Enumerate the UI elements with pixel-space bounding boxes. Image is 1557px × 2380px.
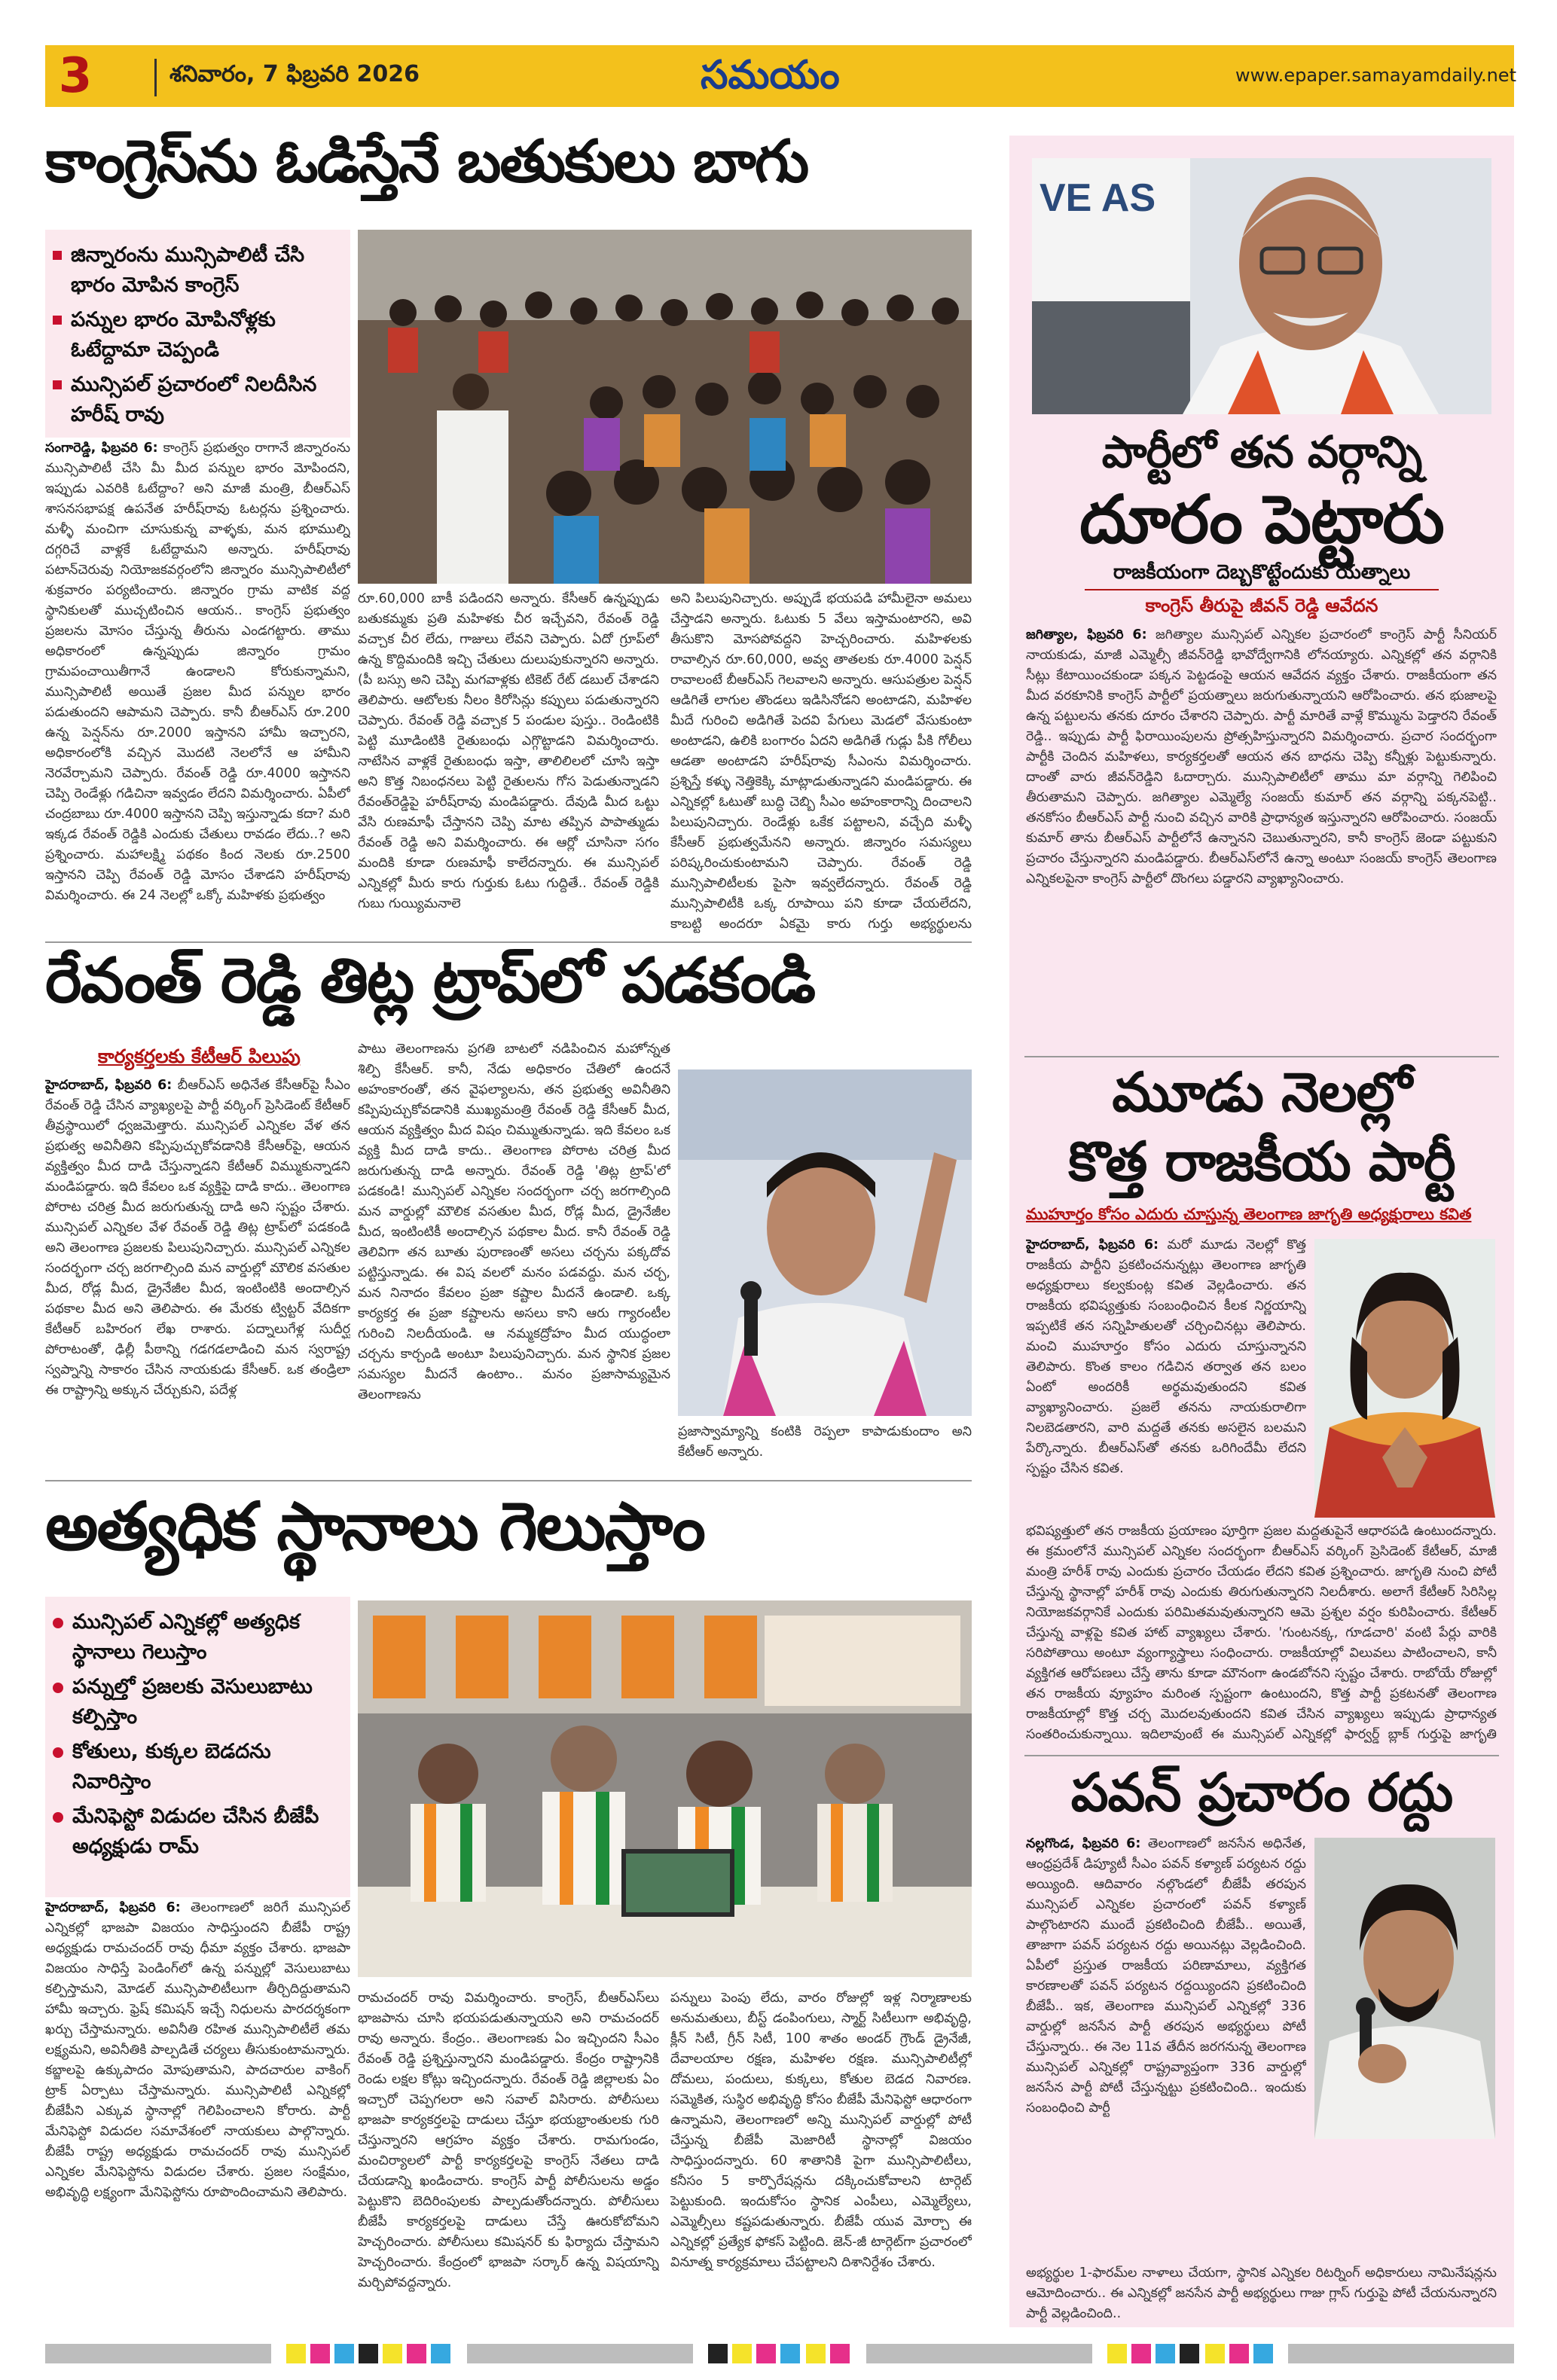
story3-col1-text: తెలంగాణలో జరిగే మున్సిపల్ ఎన్నికల్లో భాజపా విజయం సాధిస్తుందని బీజేపీ రాష్ట్ర అధ్యక్షుడు రామచందర్ రావు ధీమా వ్యక్తం చేశారు. భాజపా విజయం సాధిస్తే పెండింగ్‌లో ఉన్న పన్నుల్లో వెసులుబాటు కల్పిస్తామని, మోడల్ మున్సిపాలిటీలుగా తీర్చిదిద్దుతామని హామీ ఇచ్చారు. ఫ్రెష్ కమిషన్ ఇచ్చే నిధులను పారదర్శకంగా ఖర్చు చేస్తామన్నారు. అవినీతి రహిత మున్సిపాలిటీలే తమ లక్ష్యమని, అవినీతికి పాల్పడితే చర్యలు తీసుకుంటామన్నారు. కబ్జాలపై ఉక్కుపాదం మోపుతామని, పాదచారుల వాకింగ్ ట్రాక్ ఏర్పాటు చేస్తామన్నారు. మున్సిపాలిటీ ఎన్నికల్లో బీజేపీని ఎక్కువ స్థానాల్లో గెలిపించాలని కోరారు. పార్టీ మేనిఫెస్టో విడుదల సమావేశంలో నాయకులు పాల్గొన్నారు. బీజేపీ రాష్ట్ర అధ్యక్షుడు రామచందర్ రావు మున్సిపల్ ఎన్నికల మేనిఫెస్టోను విడుదల చేశారు. ప్రజల సంక్షేమం, అభివృద్ధి లక్ష్యంగా మేనిఫెస్టోను రూపొందించామని తెలిపారు. [45,1900,350,2200]
page-number: 3 [45,45,105,107]
bullet-marker [53,1618,63,1628]
svg-text:VE AS: VE AS [1040,176,1156,220]
side1-headline-line1: పార్టీలో తన వర్గాన్ని [1101,426,1422,478]
story3-headline: అత్యధిక స్థానాలు గెలుస్తాం [45,1488,704,1565]
story2-col1-text: బీఆర్ఎస్ అధినేత కేసీఆర్‌పై సీఎం రేవంత్ రెడ్డి చేసిన వ్యాఖ్యలపై పార్టీ వర్కింగ్ ప్రెసిడెంట్ కేటీఆర్ తీవ్రస్థాయిలో ధ్వజమెత్తారు. మున్సిపల్ ఎన్నికల వేళ తన ప్రభుత్వ అవినీతిని కప్పిపుచ్చుకోవడానికి కేసీఆర్‌పై, ఆయన వ్యక్తిత్వం మీద దాడి చేస్తున్నాడని కేటీఆర్ విమ్ముకున్నాడని మండిపడ్డారు. ఇది కేవలం ఒక వ్యక్తిపై దాడి కాదు.. తెలంగాణ పోరాట చరిత్ర మీద జరుగుతున్న దాడి అని స్పష్టం చేశారు. మున్సిపల్ ఎన్నికల వేళ రేవంత్ రెడ్డి తిట్ల ట్రాప్‌లో పడకండి అని తెలంగాణ ప్రజలకు పిలుపునిచ్చారు. మున్సిపల్ ఎన్నికల సందర్భంగా చర్చ జరగాల్సింది మన వార్డుల్లో మౌలిక వసతుల మీద, రోడ్ల మీద, డ్రైనేజీల మీద, ఇంటింటికి అందాల్సిన పథకాల మీద అని తెలిపారు. ఈ మేరకు ట్విట్టర్ వేదికగా కేటీఆర్ బహిరంగ లేఖ రాశారు. పద్నాలుగేళ్ల సుదీర్ఘ పోరాటంతో, ఢిల్లీ పీఠాన్ని గడగడలాడించి మన స్వరాష్ట్ర స్వప్నాన్ని సాకారం చేసిన నాయకుడు కేసీఆర్. ఒక తండ్రిలా ఈ రాష్ట్రాన్ని అక్కున చేర్చుకుని, పదేళ్ల [45,1078,350,1398]
bullet-marker [53,380,62,389]
bullet-item: పన్నుల భారం మోపినోళ్లకు ఓటేద్దామా చెప్పండి [45,305,350,365]
story1-dateline: సంగారెడ్డి, ఫిబ్రవరి 6: [45,441,158,456]
story3-column-2 [358,1988,659,2320]
side3-body-narrow-text: తెలంగాణలో జనసేన అధినేత, ఆంధ్రప్రదేశ్ డిప్యూటీ సీఎం పవన్ కళ్యాణ్ పర్యటన రద్దు అయ్యింది. ఆదివారం నల్గొండలో బీజేపీ తరపున మున్సిపల్ ఎన్నికల ప్రచారంలో పవన్ కళ్యాణ్ పాల్గొంటారని ముందే ప్రకటించింది బీజేపీ.. అయితే, తాజాగా పవన్ పర్యటన రద్దు అయినట్లు వెల్లడించింది. ఏపీలో ప్రస్తుత రాజకీయ పరిణామాలు, వ్యక్తిగత కారణాలతో పవన్ పర్యటన రద్దయ్యిందని ప్రకటించింది బీజేపీ.. ఇక, తెలంగాణ మున్సిపల్ ఎన్నికల్లో 336 వార్డుల్లో జనసేన పార్టీ తరపున అభ్యర్థులు పోటీ చేస్తున్నారు.. ఈ నెల 11వ తేదీన జరగనున్న తెలంగాణ మున్సిపల్ ఎన్నికల్లో రాష్ట్రవ్యాప్తంగా 336 వార్డుల్లో జనసేన పార్టీ పోటీ చేస్తున్నట్టు ప్రకటించింది.. ఇందుకు సంబంధించి పార్టీ [1026,1836,1306,2116]
divider [1085,589,1439,590]
side1-body-text: జగిత్యాల మున్సిపల్ ఎన్నికల ప్రచారంలో కాంగ్రెస్ పార్టీ సీనియర్ నాయకుడు, మాజీ ఎమ్మెల్సీ జీవన్‌రెడ్డి భావోద్వేగానికి లోనయ్యారు. ఎన్నికల్లో తన వర్గానికి సీట్లు కేటాయించకుండా పక్కన పెట్టడంపై ఆయన ఆవేదన వ్యక్తం చేశారు. రాజకీయంగా తన మీద వరకూనికి కాంగ్రెస్ పార్టీలో ప్రయత్నాలు జరుగుతున్నాయని ఆరోపించారు. తన భుజాలపై ఉన్న పట్టులను తనకు దూరం చేశారని చెప్పారు. పార్టీ మారితే వాళ్లే కొమ్మును పెడ్తారని రేవంత్ రెడ్డి.. ఇప్పుడు పార్టీ ఫిరాయింపులను ప్రోత్సహిస్తున్నారని విమర్శించారు. ప్రచార సందర్భంగా పార్టీకి చెందిన మహిళలు, కార్యకర్తలతో ఆయన తన బాధను చెప్పి కన్నీళ్లు పెట్టుకున్నారు. దాంతో వారు జీవన్‌రెడ్డిని ఓదార్చారు. మున్సిపాలిటీలో తాము మా వర్గాన్ని గెలిపించి తీరుతామని చెప్పారు. జగిత్యాల ఎమ్మెల్యే సంజయ్ కుమార్ తన వర్గాన్ని పక్కనపెట్టి.. తనకోసం బీఆర్ఎస్ పార్టీ నుంచి వచ్చిన వారికి ప్రాధాన్యత ఇస్తున్నారని ఆరోపించారు. సంజయ్ కుమార్ తాను బీఆర్ఎస్ పార్టీలోనే ఉన్నానని చెబుతున్నారని, కానీ కాంగ్రెస్ జెండా పట్టుకుని ప్రచారం చేస్తున్నారని మండిపడ్డారు. బీఆర్ఎస్‌లోనే ఉన్నా అంటూ సంజయ్ కాంగ్రెస్ తెలంగాణ ఎన్నికలపైనా కాంగ్రెస్ పార్టీలో దొంగలు పడ్డారని వ్యాఖ్యానించారు. [1026,627,1497,886]
story3-column-1 [45,1898,350,2320]
side2-body-narrow [1026,1235,1306,1520]
divider [45,941,972,943]
bullet-marker [53,251,62,260]
story3-col3-text: పన్నులు పెంపు లేదు, వారం రోజుల్లో ఇళ్ల నిర్మాణాలకు అనుమతులు, బీస్ట్ డంపింగులు, స్మార్ట్ సిటీలుగా అభివృద్ధి, క్లీన్ సిటీ, గ్రీన్ సిటీ, 100 శాతం అండర్ గ్రౌండ్ డ్రైనేజీ, దేవాలయాల రక్షణ, మహిళల రక్షణ. మున్సిపాలిటీల్లో దోమలు, పందులు, కుక్కలు, కోతుల బెడద నివారణ. సమ్మెకిత, సుస్థిర అభివృద్ధి కోసం బీజేపీ మేనిఫెస్టో ఆధారంగా ఉన్నామని, తెలంగాణలో అన్ని మున్సిపల్ వార్డుల్లో పోటీ చేస్తున్న బీజేపీ మెజారిటీ స్థానాల్లో విజయం సాధిస్తుందన్నారు. 60 శాతానికి పైగా మున్సిపాలిటీలు, కనీసం 5 కార్పొరేషన్లను దక్కించుకోవాలని టార్గెట్ పెట్టుకుంది. ఇందుకోసం స్థానిక ఎంపీలు, ఎమ్మెల్యేలు, ఎమ్మెల్సీలు కష్టపడుతున్నారు. బీజేపీ యువ మోర్చా ఈ ఎన్నికల్లో ప్రత్యేక ఫోకస్ పెట్టింది. జెన్-జీ టార్గెట్‌గా ప్రచారంలో వినూత్న కార్యక్రమాలు చేపట్టాలని దిశానిర్దేశం చేశారు. [670,1991,972,2270]
side1-deck: రాజకీయంగా దెబ్బకొట్టేందుకు యత్నాలు [1113,561,1411,584]
story2-col3-text: ప్రజాస్వామ్యాన్ని కంటికి రెప్పలా కాపాడుకుందాం అని కేటీఆర్ అన్నారు. [678,1424,972,1460]
story2-tagline: కార్యకర్తలకు కేటీఆర్ పిలుపు [98,1045,301,1067]
side3-photo [1314,1838,1495,2139]
bullet-item: మేనిఫెస్టో విడుదల చేసిన బీజేపీ అధ్యక్షుడు రామ్ [45,1802,350,1862]
side3-body-wide [1026,2263,1497,2324]
side1-body [1026,625,1497,1047]
story3-col2-text: రామచందర్ రావు విమర్శించారు. కాంగ్రెస్, బీఆర్ఎస్‌లు భాజపాను చూసి భయపడుతున్నాయని అని రామచందర్ రావు అన్నారు. కేంద్రం.. తెలంగాణకు ఏం ఇచ్చిందని సీఎం రేవంత్ రెడ్డి ప్రశ్నిస్తున్నారని మండిపడ్డారు. కేంద్రం రాష్ట్రానికి రెండు లక్షల కోట్లు ఇచ్చిందన్నారు. రేవంత్ రెడ్డి జిల్లాలకు ఏం ఇచ్చారో చెప్పగలరా అని సవాల్ విసిరారు. పోలీసులు భాజపా కార్యకర్తలపై దాడులు చేస్తూ భయభ్రాంతులకు గురి చేస్తున్నారని ఆగ్రహం వ్యక్తం చేశారు. రామగుండం, మంచిర్యాలలో పార్టీ కార్యకర్తలపై కాంగ్రెస్ నేతలు దాడి చేయడాన్ని ఖండించారు. కాంగ్రెస్ పార్టీ పోలీసులను అడ్డం పెట్టుకొని బెదిరింపులకు పాల్పడుతోందన్నారు. పోలీసులు బీజేపీ కార్యకర్తలపై దాడులు చేస్తే ఊరుకోబోమని హెచ్చరించారు. పోలీసులు కమిషనర్ కు ఫిర్యాదు చేస్తామని హెచ్చరించారు. కేంద్రంలో భాజపా సర్కార్ ఉన్న విషయాన్ని మర్చిపోవద్దన్నారు. [358,1991,659,2290]
bullet-marker [53,316,62,325]
story1-bullet-box [45,230,350,438]
story2-col2-text: పాటు తెలంగాణను ప్రగతి బాటలో నడిపించిన మహోన్నత శిల్పి కేసీఆర్. కానీ, నేడు అధికారం చేతిలో ఉందనే అహంకారంతో, తన వైఫల్యాలను, తన ప్రభుత్వ అవినీతిని కప్పిపుచ్చుకోవడానికి ముఖ్యమంత్రి రేవంత్ రెడ్డి కేసీఆర్ మీద, ఆయన వ్యక్తిత్వం మీద విషం చిమ్ముతున్నాడు. ఇది కేవలం ఒక వ్యక్తి మీద దాడి కాదు.. తెలంగాణ పోరాట చరిత్ర మీద జరుగుతున్న దాడి అన్నారు. రేవంత్ రెడ్డి 'తిట్ల ట్రాప్'లో పడకండి! మున్సిపల్ ఎన్నికల సందర్భంగా చర్చ జరగాల్సింది మన వార్డుల్లో మౌలిక వసతుల మీద, రోడ్ల మీద, డ్రైనేజీల మీద, ఇంటింటికీ అందాల్సిన పథకాల మీద. కానీ రేవంత్ రెడ్డి తెలివిగా తన బూతు పురాణంతో అసలు చర్చను పక్కదోవ పట్టిస్తున్నాడు. ఈ విష వలలో మనం పడవద్దు. మన చర్చ, మన నినాదం కేవలం ప్రజా కష్టాల మీదనే ఉండాలి. ఒక్క కార్యకర్త ఈ ప్రజా కష్టాలను అసలు కాని ఆరు గ్యారంటీల గురించి నిలదీయండి. ఆ నమ్మకద్రోహం మీద యుద్ధంలా చర్చను కార్చండి అంటూ పిలుపునిచ్చారు. మన స్థానిక ప్రజల సమస్యల మీదనే ఉంటాం.. మనం ప్రజాసామ్యమైన తెలంగాణను [358,1042,670,1402]
story3-bullet-box [45,1597,350,1897]
paper-name: సమయం [701,53,840,98]
story1-headline: కాంగ్రెస్‌ను ఓడిస్తేనే బతుకులు బాగు [45,128,808,196]
side3-headline: పవన్ ప్రచారం రద్దు [1070,1762,1453,1823]
story2-headline: రేవంత్ రెడ్డి తిట్ల ట్రాప్‌లో పడకండి [45,945,815,1017]
bullet-item: మున్సిపల్ ప్రచారంలో నిలదీసిన హరీష్ రావు [45,370,350,430]
side1-headline-line2: దూరం పెట్టారు [1079,481,1444,558]
story1-col1-text: కాంగ్రెస్ ప్రభుత్వం రాగానే జిన్నారంను మున్సిపాలిటీ చేసి మీ మీద పన్నుల భారం మోపిందని, ఇప్పుడు ఎవరికి ఓటేద్దాం? అని మాజీ మంత్రి, బీఆర్ఎస్ శాసనసభాపక్ష ఉపనేత హరీష్‌రావు ఓటర్లను ప్రశ్నించారు. మళ్ళీ మంచిగా చూసుకున్న వాళ్ళకు, మన భూముల్ని దగ్గరిచే వాళ్లకే ఓటేద్దామని అన్నారు. హరీష్‌రావు పటాన్‌చెరువు నియోజకవర్గంలోని జిన్నారం మున్సిపాలిటీలో శుక్రవారం పర్యటించారు. జిన్నారం గ్రామ వాటిక వద్ద స్థానికులతో ముచ్చటించిన ఆయన.. కాంగ్రెస్ ప్రభుత్వం ప్రజలను మోసం చేస్తున్న తీరును ఎండగట్టారు. తాము అధికారంలో ఉన్నప్పుడు జిన్నారం గ్రామం గ్రామపంచాయితీగానే ఉండాలని కోరుకున్నామని, మున్సిపాలిటీ అయితే ప్రజల మీద పన్నుల భారం పడుతుందని ఆపామని చెప్పారు. కానీ బీఆర్ఎస్ రూ.200 ఉన్న పెన్షన్‌ను రూ.2000 ఇస్తానని హామీ ఇచ్చారని, అధికారంలోకి వచ్చిన మొదటి నెలలోనే ఆ హామీని నెరవేర్చామని చెప్పారు. రేవంత్ రెడ్డి రూ.4000 ఇస్తానని చెప్పి రెండేళ్లు గడిచినా ఇవ్వడం లేదని విమర్శించారు. ఏపీలో చంద్రబాబు రూ.4000 ఇస్తానని చెప్పి ఇస్తున్నాడు కదా? మరి ఇక్కడ రేవంత్ రెడ్డికి ఎందుకు చేతులు రావడం లేదు..? అని ప్రశ్నించారు. మహాలక్ష్మి పథకం కింద నెలకు రూ.2500 ఇస్తానని చెప్పి రేవంత్ రెడ్డి మోసం చేశాడని హరీష్‌రావు విమర్శించారు. ఈ 24 నెలల్లో ఒక్కో మహిళకు ప్రభుత్వం [45,441,350,903]
side3-dateline: నల్లగొండ, ఫిబ్రవరి 6: [1026,1836,1141,1851]
issue-date: శనివారం, 7 ఫిబ్రవరి 2026 [169,61,420,87]
bullet-marker [53,1747,63,1758]
story2-column-3 [678,1422,972,1475]
side1-dateline: జగిత్యాల, ఫిబ్రవరి 6: [1026,627,1147,642]
side2-headline-line1: మూడు నెలల్లో [1112,1060,1412,1124]
website-link[interactable]: www.epaper.samayamdaily.net [1235,65,1516,86]
masthead-divider [154,59,157,96]
story2-column-2 [358,1039,670,1475]
side1-tag: కాంగ్రెస్ తీరుపై జీవన్ రెడ్డి ఆవేదన [1145,595,1378,616]
bullet-item: కోతులు, కుక్కల బెడదను నివారిస్తాం [45,1737,350,1797]
color-registration-strip [45,2344,1514,2363]
story1-col2-text: రూ.60,000 బాకీ పడిందని అన్నారు. కేసీఆర్ ఉన్నప్పుడు బతుకమ్మకు ప్రతి మహిళకు చీర ఇచ్చేవని, రేవంత్ రెడ్డి వచ్చాక చీర లేదు, గాజులు లేవని చెప్పారు. ఏదో గ్రూప్‌లో ఉన్న కొద్దిమందికి ఇచ్చి చేతులు దులుపుకున్నారని అన్నారు. (పీ బస్సు అని చెప్పి మగవాళ్లకు టికెట్ రేట్ డబుల్ చేశాడని తెలిపారు. ఆటోలకు నీలం కిరోసిన్లు కప్పులు పడుతున్నారని చెప్పారు. రేవంత్ రెడ్డి వచ్చాక 5 పండుల పుస్తు.. రెండింటికి పెట్టి మూడింటికి రైతుబంధు ఎగ్గొట్టాడని విమర్శించారు. నాటేసిన వాళ్లకే రైతుబంధు ఇస్తా, తాలిలిలలో చూసి ఇస్తా అని కొత్త నిబంధనలు పెట్టి రైతులను గోస పెడుతున్నాడని రేవంత్‌రెడ్డిపై హరీష్‌రావు మండిపడ్డారు. దేవుడి మీద ఒట్టు వేసి రుణమాఫీ చేస్తానని చెప్పి మాట తప్పిన పాపాత్ముడు రేవంత్ రెడ్డి అని విమర్శించారు. ఈ ఆర్లో చూసినా సగం మందికి కూడా రుణమాఫీ కాలేదన్నారు. ఈ మున్సిపల్ ఎన్నికల్లో మీరు కారు గుర్తుకు ఓటు గుద్దితే.. రేవంత్ రెడ్డికి గుబు గుయ్యిమనాలె [358,591,659,911]
story2-column-1 [45,1076,350,1475]
divider [45,1480,972,1481]
side1-photo [1032,158,1491,414]
story1-column-3 [670,589,972,935]
bullet-item: పన్నుల్తో ప్రజలకు వెసులుబాటు కల్పిస్తాం [45,1672,350,1732]
divider [1024,1056,1499,1057]
side3-body-wide-text: అభ్యర్థుల 1-ఫారమ్‌ల నాళాలు చేయగా, స్థానిక ఎన్నికల రిటర్నింగ్ అధికారులు నామినేషన్లను ఆమోదించారు.. ఈ ఎన్నికల్లో జనసేన పార్టీ అభ్యర్థులు గాజు గ్లాస్ గుర్తుపై పోటీ చేయనున్నారని పార్టీ వెల్లడించింది.. [1026,2266,1497,2321]
side2-dateline: హైదరాబాద్, ఫిబ్రవరి 6: [1026,1237,1159,1253]
story3-column-3 [670,1988,972,2320]
side2-photo [1314,1239,1495,1518]
story3-photo [358,1600,972,1977]
side2-body-wide-text: భవిష్యత్తులో తన రాజకీయ ప్రయాణం పూర్తిగా ప్రజల మద్దతుపైనే ఆధారపడి ఉంటుందన్నారు. ఈ క్రమంలోనే మున్సిపల్ ఎన్నికల సందర్భంగా బీఆర్ఎస్ వర్కింగ్ ప్రెసిడెంట్ కేటీఆర్, మాజీ మంత్రి హరీశ్ రావు ఎందుకు ప్రచారం చేయడం లేదని కవిత ప్రశ్నించారు. జాగృతి నుంచి పోటీ చేస్తున్న స్థానాల్లో హరీశ్ రావు ఎందుకు తిరుగుతున్నారని నిలదీశారు. అలాగే కేటీఆర్ సిరిసిల్ల నియోజకవర్గానికే ఎందుకు పరిమితమవుతున్నారని ఆమె ప్రశ్నల వర్షం కురిపించారు. కేటీఆర్ చేస్తున్న వాళ్లపై కవిత హాట్ వ్యాఖ్యలు చేశారు. 'గుంటనక్క, గూడచారి' వంటి పేర్లు వారికి సరిపోతాయి అంటూ వ్యంగ్యాస్త్రాలు సంధించారు. రాజకీయాల్లో విలువలు పాటించాలని, కానీ వ్యక్తిగత ఆరోపణలు చేస్తే తాను కూడా మౌనంగా ఉండబోనని స్పష్టం చేశారు. రాబోయే రోజుల్లో తన రాజకీయ వ్యూహం మరింత స్పష్టంగా ఉంటుందని, కొత్త పార్టీ ప్రకటనతో తెలంగాణ రాజకీయాల్లో కొత్త చర్చ మొదలవుతుందని కవిత చేసిన వ్యాఖ్యలు ఇప్పుడు ప్రాధాన్యత సంతరించుకున్నాయి. ఇదిలావుంటే ఈ మున్సిపల్ ఎన్నికల్లో ఫార్వర్డ్ బ్లాక్ గుర్తుపై జాగృతి [1026,1524,1497,1742]
side3-body-narrow [1026,1834,1306,2259]
bullet-marker [53,1812,63,1823]
side2-body-narrow-text: మరో మూడు నెలల్లో కొత్త రాజకీయ పార్టీని ప్రకటించనున్నట్లు తెలంగాణ జాగృతి అధ్యక్షురాలు కల్వకుంట్ల కవిత వెల్లడించారు. తన రాజకీయ భవిష్యత్తుకు సంబంధించిన కీలక నిర్ణయాన్ని ఇప్పటికే తన సన్నిహితులతో చర్చించినట్లు తెలిపారు. మంచి ముహూర్తం కోసం ఎదురు చూస్తున్నానని తెలిపారు. కొంత కాలం గడిచిన తర్వాత తన బలం ఏంటో అందరికీ అర్థమవుతుందని కవిత వ్యాఖ్యానించారు. ప్రజలే తనను నాయకురాలిగా నిలబెడతారని, వారి మద్దతే తనకు అసలైన బలమని పేర్కొన్నారు. బీఆర్ఎస్‌తో తనకు ఒరిగిందేమీ లేదని స్పష్టం చేసిన కవిత. [1026,1237,1306,1476]
bullet-item: మున్సిపల్ ఎన్నికల్లో అత్యధిక స్థానాలు గెలుస్తాం [45,1607,350,1668]
story3-dateline: హైదరాబాద్, ఫిబ్రవరి 6: [45,1900,181,1915]
bullet-marker [53,1683,63,1693]
side2-tag: ముహూర్తం కోసం ఎదురు చూస్తున్న తెలంగాణ జాగృతి అధ్యక్షురాలు కవిత [1026,1205,1472,1223]
side2-headline-line2: కొత్త రాజకీయ పార్టీ [1068,1130,1455,1193]
story1-photo [358,230,972,584]
story1-column-2 [358,589,659,935]
story1-col3-text: అని పిలుపునిచ్చారు. అప్పుడే భయపడి హామీలైనా అమలు చేస్తాడని అన్నారు. ఓటుకు 5 వేలు ఇస్తామంటారని, అవి తీసుకొని మోసపోవద్దని హెచ్చరించారు. మహిళలకు రావాల్సిన రూ.60,000, అవ్వ తాతలకు రూ.4000 పెన్షన్ రావాలంటే బీఆర్ఎస్ గెలవాలని అన్నారు. ఆసుపత్రుల పెన్షన్ ఆడిగితే లాగుల తొండలు ఇడిసినోడని అంటాడని, మహిళల మీదే గురించి అడిగితే పెదవి పేగులు మెడలో వేసుకుంటా అంటాడని, ఉలికి బంగారం ఏదని అడిగితే గుడ్లు పీకి గోలీలు ఆడతా అంటాడని హరీష్‌రావు సీఎంను విమర్శించారు. ప్రశ్నిస్తే కళ్ళు నెత్తికెక్కి మాట్లాడుతున్నాడని మండిపడ్డారు. ఈ ఎన్నికల్లో ఓటుతో బుద్ధి చెబ్బి సీఎం అహంకారాన్ని దించాలని పిలుపునిచ్చారు. రెండేళ్లు ఒకేక పట్టాలని, వచ్చేది మళ్ళీ కేసీఆర్ ప్రభుత్వమేనని అన్నారు. జిన్నారం సమస్యలు పరిష్కరించుకుంటామని చెప్పారు. రేవంత్ రెడ్డి మున్సిపాలిటీలకు పైసా ఇవ్వలేదన్నారు. రేవంత్ రెడ్డి మున్సిపాలిటీకి ఒక్క రూపాయి పని కూడా చేయలేదని, కాబట్టి అందరూ ఏకమై కారు గుర్తు అభ్యర్థులను [670,591,972,932]
story1-column-1 [45,438,350,935]
divider [1024,1755,1499,1756]
story2-dateline: హైదరాబాద్, ఫిబ్రవరి 6: [45,1078,172,1093]
side2-body-wide [1026,1521,1497,1747]
story2-photo [678,1069,972,1416]
bullet-item: జిన్నారంను మున్సిపాలిటీ చేసి భారం మోపిన కాంగ్రెస్ [45,240,350,301]
